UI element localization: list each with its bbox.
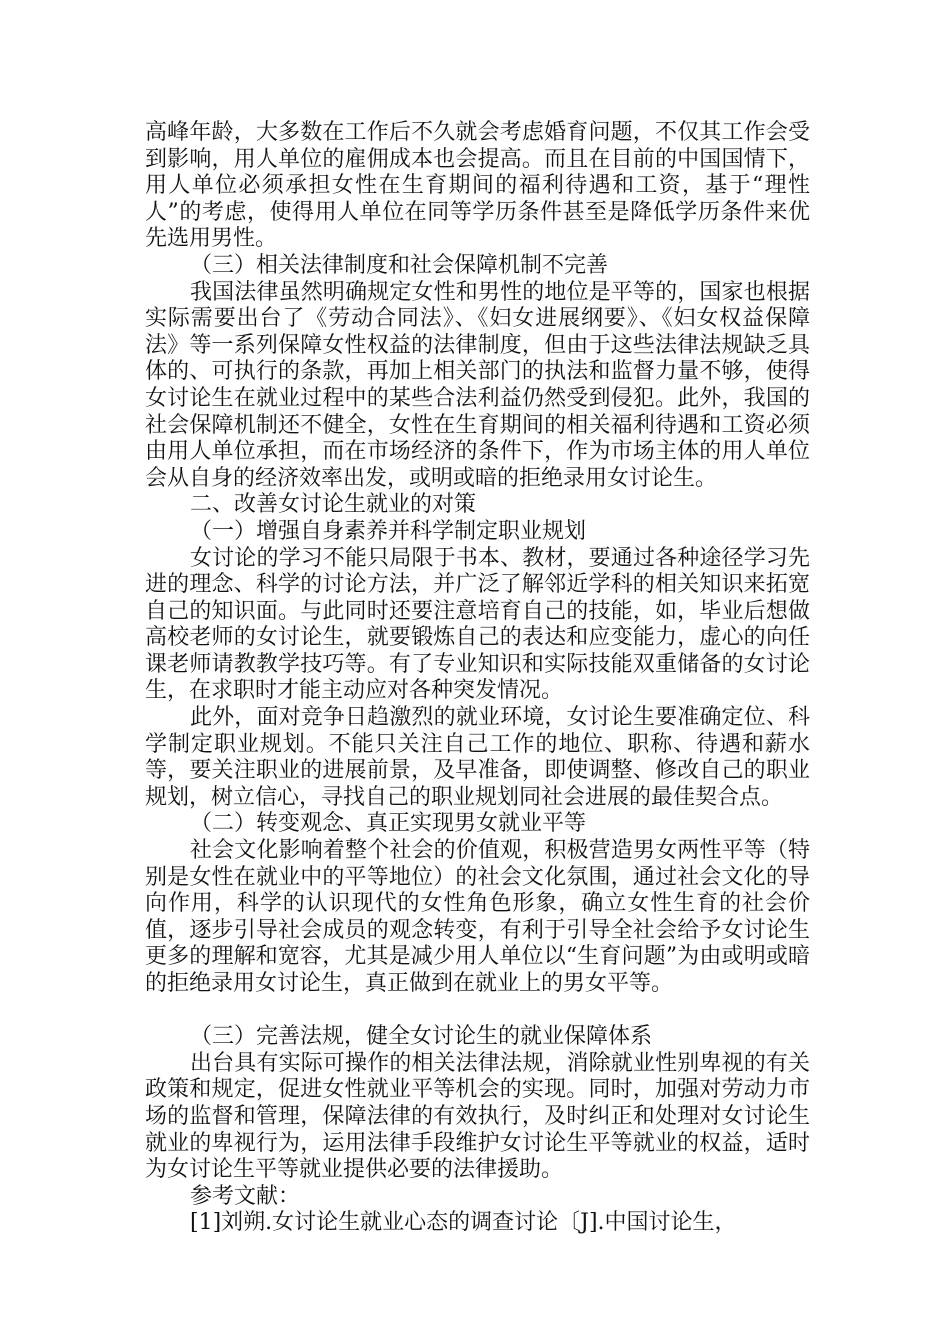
section-heading-countermeasures: 二、改善女讨论生就业的对策 bbox=[190, 492, 477, 518]
document-body bbox=[145, 120, 810, 1237]
section-heading-legal-system: （三）相关法律制度和社会保障机制不完善 bbox=[190, 252, 609, 278]
paragraph-continuation: 高峰年龄，大多数在工作后不久就会考虑婚育问题，不仅其工作会受到影响，用人单位的雇佣成本也会提高。而且在目前的中国国情下，用人单位必须承担女性在生育期间的福利待遇和工资，基于“理性人”的考虑，使得用人单位在同等学历条件甚至是降低学历条件来优先选用男性。 bbox=[145, 120, 810, 252]
section-heading-self-quality: （一）增强自身素养并科学制定职业规划 bbox=[190, 518, 587, 544]
paragraph-self-quality: 女讨论的学习不能只局限于书本、教材，要通过各种途径学习先进的理念、科学的讨论方法，并广泛了解邻近学科的相关知识来拓宽自己的知识面。与此同时还要注意培育自己的技能，如，毕业后想做高校老师的女讨论生，就要锻炼自己的表达和应变能力，虚心的向任课老师请教教学技巧等。有了专业知识和实际技能双重储备的女讨论生，在求职时才能主动应对各种突发情况。 bbox=[145, 545, 810, 704]
paragraph-career-planning: 此外，面对竞争日趋激烈的就业环境，女讨论生要准确定位、科学制定职业规划。不能只关注自己工作的地位、职称、待遇和薪水等，要关注职业的进展前景，及早准备，即使调整、修改自己的职业规划，树立信心，寻找自己的职业规划同社会进展的最佳契合点。 bbox=[145, 705, 810, 810]
paragraph-equality: 社会文化影响着整个社会的价值观，积极营造男女两性平等（特别是女性在就业中的平等地位）的社会文化氛围，通过社会文化的导向作用，科学的认识现代的女性角色形象，确立女性生育的社会价值，逐步引导社会成员的观念转变，有利于引导全社会给予女讨论生更多的理解和宽容，尤其是减少用人单位以“生育问题”为由或明或暗的拒绝录用女讨论生，真正做到在就业上的男女平等。 bbox=[145, 838, 810, 996]
references-heading: 参考文献： bbox=[190, 1183, 301, 1209]
section-heading-regulations: （三）完善法规，健全女讨论生的就业保障体系 bbox=[190, 1024, 653, 1050]
reference-item: [1]刘朔.女讨论生就业心态的调查讨论〔J].中国讨论生， bbox=[190, 1210, 737, 1236]
paragraph-gap bbox=[145, 998, 810, 1025]
paragraph-legal-system: 我国法律虽然明确规定女性和男性的地位是平等的，国家也根据实际需要出台了《劳动合同法》、《妇女进展纲要》、《妇女权益保障法》等一系列保障女性权益的法律制度，但由于这些法律法规缺乏具体的、可执行的条款，再加上相关部门的执法和监督力量不够，使得女讨论生在就业过程中的某些合法利益仍然受到侵犯。此外，我国的社会保障机制还不健全，女性在生育期间的相关福利待遇和工资必须由用人单位承担，而在市场经济的条件下，作为市场主体的用人单位会从自身的经济效率出发，或明或暗的拒绝录用女讨论生。 bbox=[145, 279, 810, 491]
paragraph-regulations: 出台具有实际可操作的相关法律法规，消除就业性别卑视的有关政策和规定，促进女性就业平等机会的实现。同时，加强对劳动力市场的监督和管理，保障法律的有效执行，及时纠正和处理对女讨论生就业的卑视行为，运用法律手段维护女讨论生平等就业的权益，适时为女讨论生平等就业提供必要的法律援助。 bbox=[145, 1050, 810, 1183]
section-heading-equality: （二）转变观念、真正实现男女就业平等 bbox=[190, 811, 587, 837]
